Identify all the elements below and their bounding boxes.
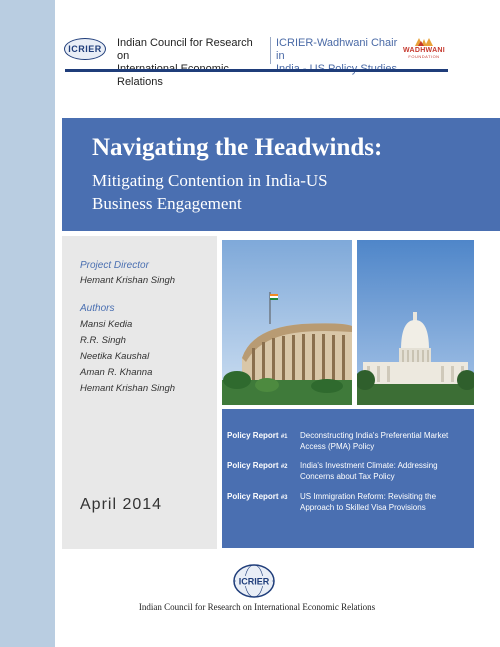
us-capitol-photo (357, 240, 474, 405)
header-org-name (117, 37, 267, 89)
report-title: Navigating the Headwinds: (92, 134, 383, 161)
footer-logo-text: ICRIER (238, 576, 270, 587)
policy-report-label-text: Policy Report (227, 492, 279, 501)
header-org-line2: Relations (117, 76, 163, 88)
policy-report-number: #2 (280, 464, 288, 470)
wadhwani-sub: FOUNDATION (408, 54, 440, 59)
footer-org-name: Indian Council for Research on International Economic Relations (138, 602, 376, 612)
footer-icrier-logo (232, 563, 276, 599)
wadhwani-name: WADHWANI (402, 47, 446, 54)
left-color-strip (0, 0, 55, 647)
policy-report-title-line1: US Immigration Reform: Revisiting the (300, 492, 437, 501)
policy-report-title (300, 460, 472, 482)
icrier-logo (64, 38, 106, 60)
policy-report-title-line2: Approach to Skilled Visa Provisions (300, 503, 426, 512)
report-subtitle-line1: Mitigating Contention in India-US (92, 171, 328, 190)
parliament-image (222, 240, 352, 405)
authors-label: Authors (80, 303, 115, 314)
policy-report-title (300, 430, 472, 452)
report-subtitle-line2: Business Engagement (92, 194, 242, 213)
policy-report-label-text: Policy Report (227, 431, 279, 440)
publication-date: April 2014 (80, 496, 163, 513)
capitol-image (357, 240, 474, 405)
icrier-logo-text: ICRIER (68, 44, 102, 54)
header-rule (65, 69, 448, 72)
author-name: Mansi Kedia (80, 319, 133, 330)
policy-report-number: #3 (280, 495, 288, 501)
policy-report-label (227, 461, 288, 470)
policy-report-number: #1 (280, 434, 288, 440)
author-name: R.R. Singh (80, 335, 126, 346)
policy-report-title-line2: Access (PMA) Policy (300, 442, 375, 451)
author-name: Hemant Krishan Singh (80, 383, 176, 394)
author-name: Aman R. Khanna (80, 367, 153, 378)
india-parliament-photo (222, 240, 352, 405)
header-org-line1: Indian Council for Research on (117, 37, 253, 62)
policy-report-title-line1: India's Investment Climate: Addressing (300, 461, 438, 470)
policy-report-title-line1: Deconstructing India's Preferential Market (300, 431, 449, 440)
project-director-name: Hemant Krishan Singh (80, 275, 176, 286)
project-director-label: Project Director (80, 260, 149, 271)
author-name: Neetika Kaushal (80, 351, 150, 362)
policy-report-title-line2: Concerns about Tax Policy (300, 472, 395, 481)
wadhwani-logo (400, 37, 448, 59)
wadhwani-flame-icon (413, 37, 435, 47)
header-chair-line1: ICRIER-Wadhwani Chair in (276, 37, 398, 62)
policy-report-title (300, 491, 472, 513)
header-separator (270, 37, 271, 64)
policy-report-label (227, 492, 288, 501)
policy-report-label (227, 431, 288, 440)
policy-report-label-text: Policy Report (227, 461, 279, 470)
report-subtitle (92, 169, 422, 215)
